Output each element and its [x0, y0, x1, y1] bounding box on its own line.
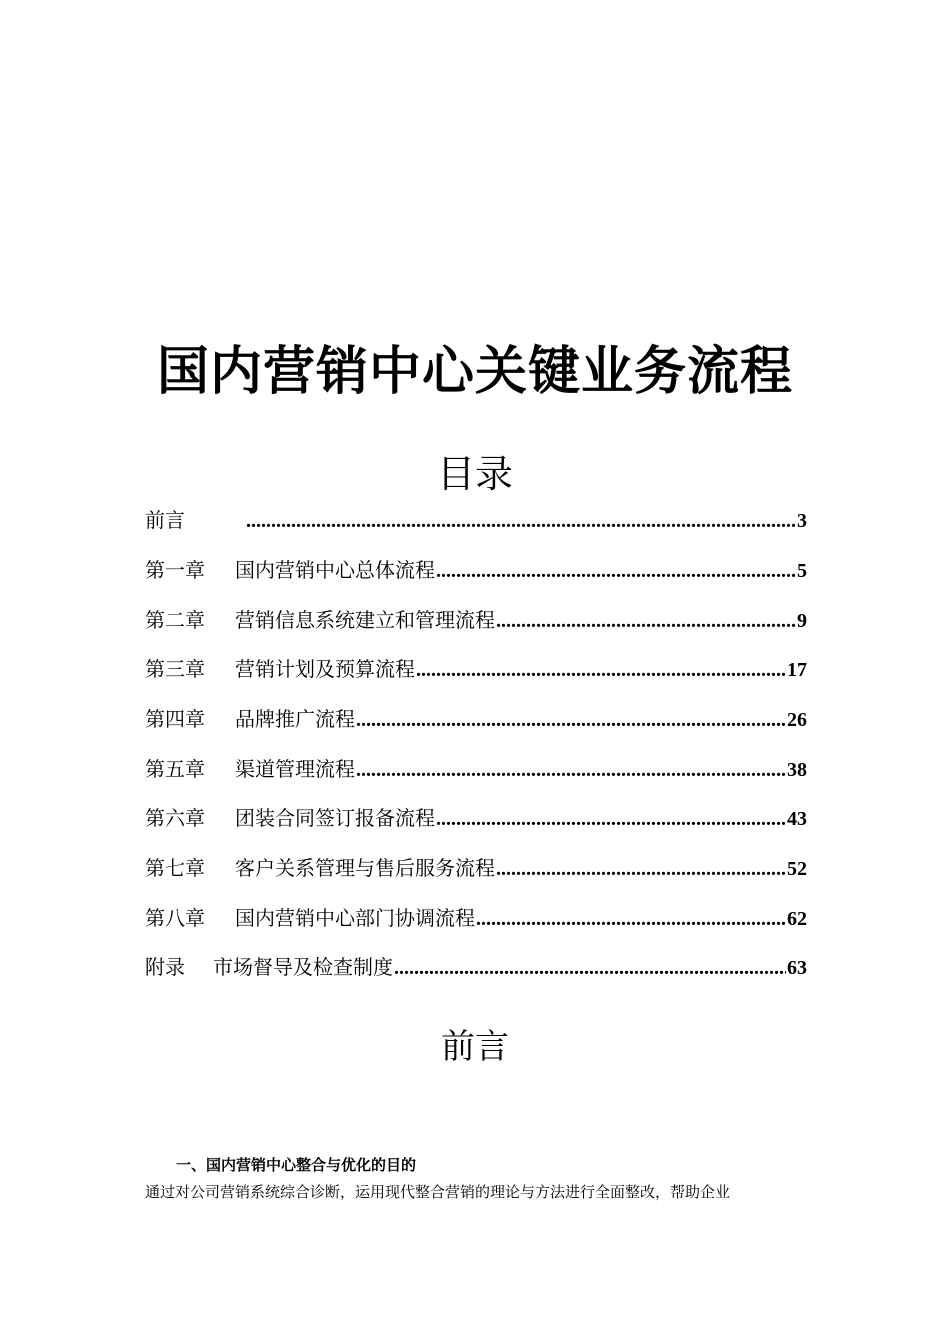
toc-entry-page: 62 — [787, 908, 807, 930]
section-heading: 一、国内营销中心整合与优化的目的 — [176, 1156, 417, 1174]
toc-entry-preface[interactable] — [145, 500, 807, 540]
toc-entry-title: 团装合同签订报备流程 — [235, 806, 435, 830]
toc-leader-dots — [436, 551, 796, 591]
toc-entry-page: 9 — [797, 610, 807, 632]
toc-entry-chapter: 第五章 — [145, 757, 205, 781]
toc-entry-appendix[interactable] — [145, 947, 807, 987]
toc-leader-dots — [356, 750, 786, 790]
toc-leader-dots — [246, 501, 796, 541]
toc-heading: 目录 — [436, 452, 513, 496]
toc-entry-chapter-5[interactable] — [145, 749, 807, 789]
toc-entry-chapter: 第七章 — [145, 856, 205, 880]
toc-entry-chapter: 第二章 — [145, 608, 205, 632]
toc-entry-page: 17 — [787, 659, 807, 681]
toc-entry-chapter-7[interactable] — [145, 848, 807, 888]
toc-entry-chapter: 前言 — [145, 508, 185, 532]
toc-leader-dots — [356, 700, 786, 740]
body-paragraph: 通过对公司营销系统综合诊断，运用现代整合营销的理论与方法进行全面整改，帮助企业 — [145, 1183, 731, 1201]
toc-entry-page: 63 — [787, 957, 807, 979]
toc-entry-chapter-8[interactable] — [145, 898, 807, 938]
toc-entry-chapter: 第三章 — [145, 657, 205, 681]
toc-entry-chapter: 第六章 — [145, 806, 205, 830]
toc-entry-chapter-6[interactable] — [145, 798, 807, 838]
toc-entry-title: 国内营销中心总体流程 — [235, 558, 435, 582]
toc-leader-dots — [496, 849, 786, 889]
toc-entry-page: 43 — [787, 808, 807, 830]
toc-leader-dots — [496, 601, 796, 641]
toc-entry-page: 3 — [797, 510, 807, 532]
preface-heading: 前言 — [441, 1027, 509, 1067]
toc-entry-title: 客户关系管理与售后服务流程 — [235, 856, 495, 880]
toc-entry-title: 品牌推广流程 — [235, 707, 355, 731]
toc-entry-page: 38 — [787, 759, 807, 781]
toc-entry-title: 市场督导及检查制度 — [213, 955, 393, 979]
document-title: 国内营销中心关键业务流程 — [156, 342, 793, 402]
toc-entry-title: 渠道管理流程 — [235, 757, 355, 781]
toc-entry-page: 26 — [787, 709, 807, 731]
toc-entry-chapter-3[interactable] — [145, 649, 807, 689]
toc-entry-chapter: 第四章 — [145, 707, 205, 731]
toc-entry-chapter: 第一章 — [145, 558, 205, 582]
toc-entry-page: 52 — [787, 858, 807, 880]
toc-entry-chapter: 附录 — [145, 955, 185, 979]
toc-entry-chapter: 第八章 — [145, 906, 205, 930]
toc-entry-chapter-1[interactable] — [145, 550, 807, 590]
toc-entry-chapter-4[interactable] — [145, 699, 807, 739]
toc-entry-title: 国内营销中心部门协调流程 — [235, 906, 475, 930]
toc-entry-chapter-2[interactable] — [145, 600, 807, 640]
toc-leader-dots — [394, 948, 786, 988]
toc-entry-page: 5 — [797, 560, 807, 582]
toc-leader-dots — [436, 799, 786, 839]
toc-leader-dots — [416, 650, 786, 690]
toc-leader-dots — [476, 899, 786, 939]
toc-entry-title: 营销信息系统建立和管理流程 — [235, 608, 495, 632]
toc-entry-title: 营销计划及预算流程 — [235, 657, 415, 681]
